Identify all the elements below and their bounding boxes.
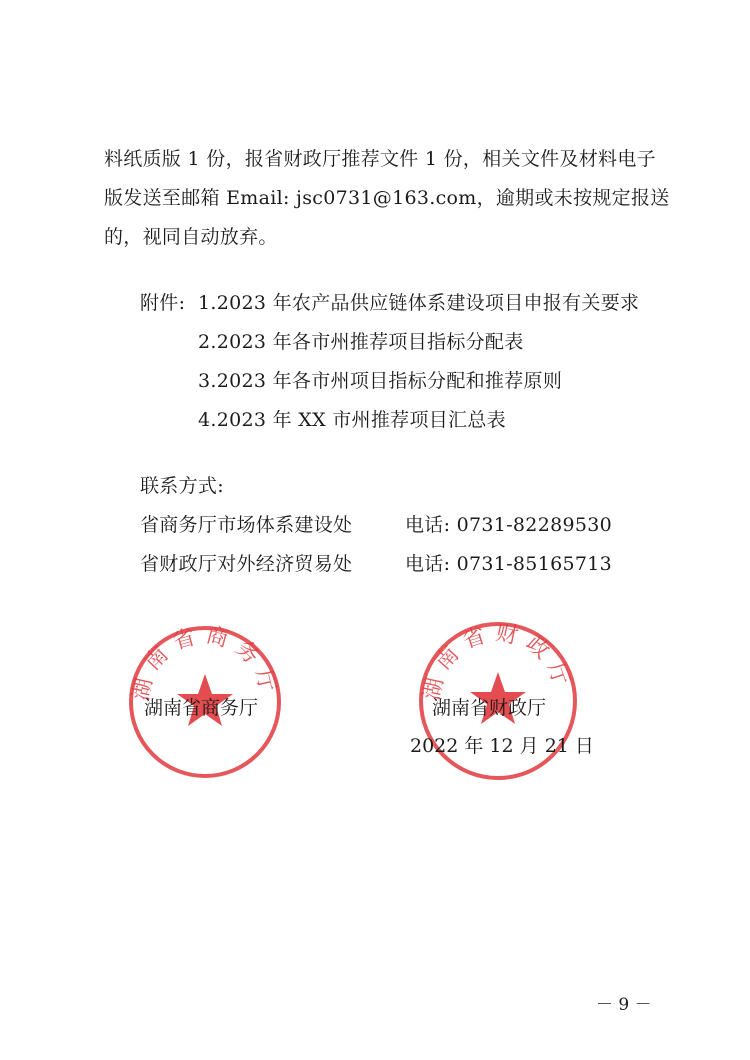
attachment-item-1: 1.2023 年农产品供应链体系建设项目申报有关要求 <box>198 292 640 314</box>
paragraph-line-2: 版发送至邮箱 Email: jsc0731@163.com，逾期或未按规定报送 <box>104 187 670 209</box>
signature-commerce-dept: 湖南省商务厅 <box>144 697 259 719</box>
contact-org-1: 省商务厅市场体系建设处 <box>140 514 353 536</box>
contact-label: 联系方式: <box>140 475 224 497</box>
finance-seal-arc-text: 湖南省财政厅 <box>419 620 576 703</box>
paragraph-line-3: 的，视同自动放弃。 <box>104 226 278 248</box>
signature-finance-dept: 湖南省财政厅 <box>432 697 547 719</box>
contact-tel-2: 电话: 0731-85165713 <box>405 553 613 575</box>
attachment-item-2: 2.2023 年各市州推荐项目指标分配表 <box>198 331 524 353</box>
page-number: － 9 － <box>596 995 652 1015</box>
contact-tel-1: 电话: 0731-82289530 <box>405 514 613 536</box>
paragraph-line-1: 料纸质版 1 份，报省财政厅推荐文件 1 份，相关文件及材料电子 <box>104 148 656 170</box>
attachment-item-4: 4.2023 年 XX 市州推荐项目汇总表 <box>198 409 506 431</box>
signature-date: 2022 年 12 月 21 日 <box>410 735 594 757</box>
commerce-seal-arc-text: 湖南省商务厅 <box>128 622 282 703</box>
contact-org-2: 省财政厅对外经济贸易处 <box>140 553 353 575</box>
attachments-label: 附件: <box>140 292 186 314</box>
attachment-item-3: 3.2023 年各市州项目指标分配和推荐原则 <box>198 370 563 392</box>
